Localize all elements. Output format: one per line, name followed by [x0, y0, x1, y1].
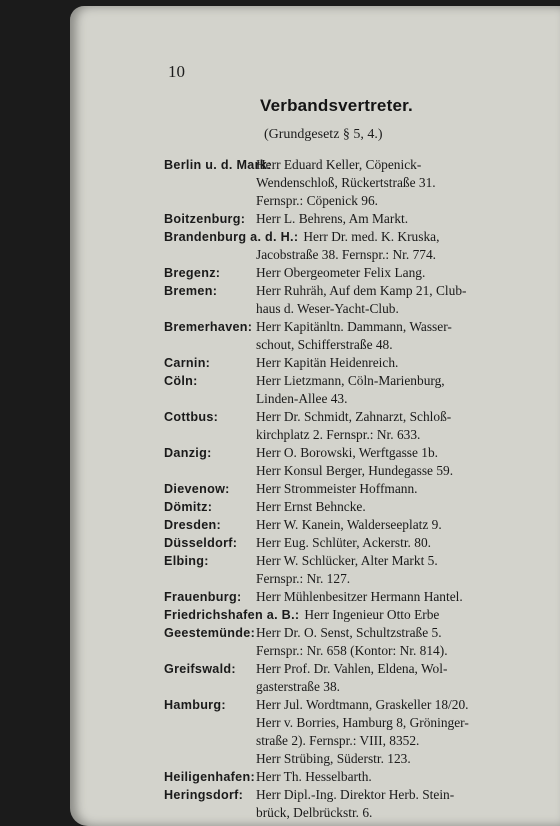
list-item	[164, 480, 548, 498]
representative-details	[256, 660, 548, 696]
representative-details	[256, 372, 548, 408]
representative-details	[256, 264, 548, 282]
representative-details	[256, 282, 548, 318]
detail-line: Linden-Allee 43.	[256, 391, 348, 406]
detail-line: Herr Kapitän Heidenreich.	[256, 355, 399, 370]
list-item	[164, 588, 548, 606]
representative-details	[256, 354, 548, 372]
list-item	[164, 498, 548, 516]
representative-details	[256, 480, 548, 498]
place-name: Carnin:	[164, 356, 211, 370]
place-name: Brandenburg a. d. H.:	[164, 230, 299, 244]
representative-details	[256, 156, 548, 210]
detail-line: Herr O. Borowski, Werftgasse 1b.	[256, 445, 439, 460]
representative-details	[256, 624, 548, 660]
representatives-list	[164, 156, 548, 822]
list-item	[164, 534, 548, 552]
detail-line: Herr Strommeister Hoffmann.	[256, 481, 418, 496]
list-item	[164, 318, 548, 354]
detail-line: Herr Eduard Keller, Cöpenick-	[256, 157, 422, 172]
detail-line: haus d. Weser-Yacht-Club.	[256, 301, 399, 316]
detail-line: Herr Dipl.-Ing. Direktor Herb. Stein-	[256, 787, 455, 802]
detail-line: Herr L. Behrens, Am Markt.	[256, 211, 409, 226]
detail-line: Fernspr.: Nr. 658 (Kontor: Nr. 814).	[256, 643, 448, 658]
list-item	[164, 264, 548, 282]
detail-line: Herr Prof. Dr. Vahlen, Eldena, Wol-	[256, 661, 448, 676]
place-name: Boitzenburg:	[164, 212, 246, 226]
detail-line: Herr Strübing, Süderstr. 123.	[256, 751, 411, 766]
place-name: Dievenow:	[164, 482, 230, 496]
detail-line: Herr v. Borries, Hamburg 8, Gröninger-	[256, 715, 469, 730]
detail-line: Fernspr.: Cöpenick 96.	[256, 193, 378, 208]
detail-line: brück, Delbrückstr. 6.	[256, 805, 373, 820]
place-name: Heringsdorf:	[164, 788, 244, 802]
place-name: Friedrichshafen a. B.:	[164, 608, 300, 622]
detail-line: Herr Ruhräh, Auf dem Kamp 21, Club-	[256, 283, 467, 298]
detail-line: Herr Dr. Schmidt, Zahnarzt, Schloß-	[256, 409, 452, 424]
place-name: Dömitz:	[164, 500, 213, 514]
list-item	[164, 282, 548, 318]
list-item	[164, 768, 548, 786]
representative-details	[303, 228, 548, 246]
representative-details	[256, 444, 548, 480]
representative-details	[256, 786, 548, 822]
representative-details	[256, 408, 548, 444]
representative-details	[256, 696, 548, 768]
place-name: Cöln:	[164, 374, 198, 388]
representative-details	[304, 606, 548, 624]
detail-line: Herr Jul. Wordtmann, Graskeller 18/20.	[256, 697, 469, 712]
representative-details	[256, 498, 548, 516]
detail-line: Wendenschloß, Rückertstraße 31.	[256, 175, 436, 190]
detail-line: Herr Dr. O. Senst, Schultzstraße 5.	[256, 625, 442, 640]
list-item	[164, 354, 548, 372]
representative-details	[256, 210, 548, 228]
page-number: 10	[168, 62, 185, 81]
detail-line: Herr Obergeometer Felix Lang.	[256, 265, 426, 280]
place-name: Danzig:	[164, 446, 212, 460]
detail-continuation	[164, 246, 548, 264]
representative-details	[256, 588, 548, 606]
representative-details	[256, 768, 548, 786]
place-name: Berlin u. d. Mark:	[164, 158, 272, 172]
place-name: Geestemünde:	[164, 626, 256, 640]
place-name: Düsseldorf:	[164, 536, 238, 550]
detail-line: Herr Eug. Schlüter, Ackerstr. 80.	[256, 535, 431, 550]
place-name: Cottbus:	[164, 410, 219, 424]
list-item	[164, 786, 548, 822]
detail-line: Herr Mühlenbesitzer Hermann Hantel.	[256, 589, 463, 604]
list-item	[164, 606, 548, 624]
representative-details	[256, 318, 548, 354]
detail-line: gasterstraße 38.	[256, 679, 341, 694]
list-item	[164, 210, 548, 228]
list-item	[164, 660, 548, 696]
detail-line: Fernspr.: Nr. 127.	[256, 571, 351, 586]
list-item	[164, 156, 548, 210]
list-item	[164, 228, 548, 264]
place-name: Dresden:	[164, 518, 221, 532]
detail-line: Herr W. Schlücker, Alter Markt 5.	[256, 553, 438, 568]
detail-line: Herr Ingenieur Otto Erbe	[304, 607, 440, 622]
place-name: Elbing:	[164, 554, 209, 568]
place-name: Frauenburg:	[164, 590, 242, 604]
detail-line: Herr Th. Hesselbarth.	[256, 769, 372, 784]
list-item	[164, 444, 548, 480]
detail-line: schout, Schifferstraße 48.	[256, 337, 393, 352]
detail-line: Herr Dr. med. K. Kruska,	[303, 229, 440, 244]
place-name: Bregenz:	[164, 266, 221, 280]
list-item	[164, 408, 548, 444]
page-title: Verbandsvertreter.	[260, 96, 413, 115]
detail-line: Herr Ernst Behncke.	[256, 499, 366, 514]
page-subtitle: (Grundgesetz § 5, 4.)	[264, 127, 383, 142]
detail-line: Herr Kapitänltn. Dammann, Wasser-	[256, 319, 452, 334]
list-item	[164, 372, 548, 408]
place-name: Bremen:	[164, 284, 218, 298]
list-item	[164, 624, 548, 660]
place-name: Greifswald:	[164, 662, 236, 676]
representative-details	[256, 552, 548, 588]
list-item	[164, 516, 548, 534]
list-item	[164, 552, 548, 588]
list-item	[164, 696, 548, 768]
detail-line: Jacobstraße 38. Fernspr.: Nr. 774.	[256, 247, 437, 262]
detail-line: Herr Lietzmann, Cöln-Marienburg,	[256, 373, 445, 388]
place-name: Heiligenhafen:	[164, 770, 255, 784]
detail-line: kirchplatz 2. Fernspr.: Nr. 633.	[256, 427, 421, 442]
representative-details	[256, 534, 548, 552]
place-name: Hamburg:	[164, 698, 226, 712]
place-name: Bremerhaven:	[164, 320, 253, 334]
representative-details	[256, 516, 548, 534]
detail-line: straße 2). Fernspr.: VIII, 8352.	[256, 733, 420, 748]
detail-line: Herr Konsul Berger, Hundegasse 59.	[256, 463, 454, 478]
detail-line: Herr W. Kanein, Walderseeplatz 9.	[256, 517, 442, 532]
